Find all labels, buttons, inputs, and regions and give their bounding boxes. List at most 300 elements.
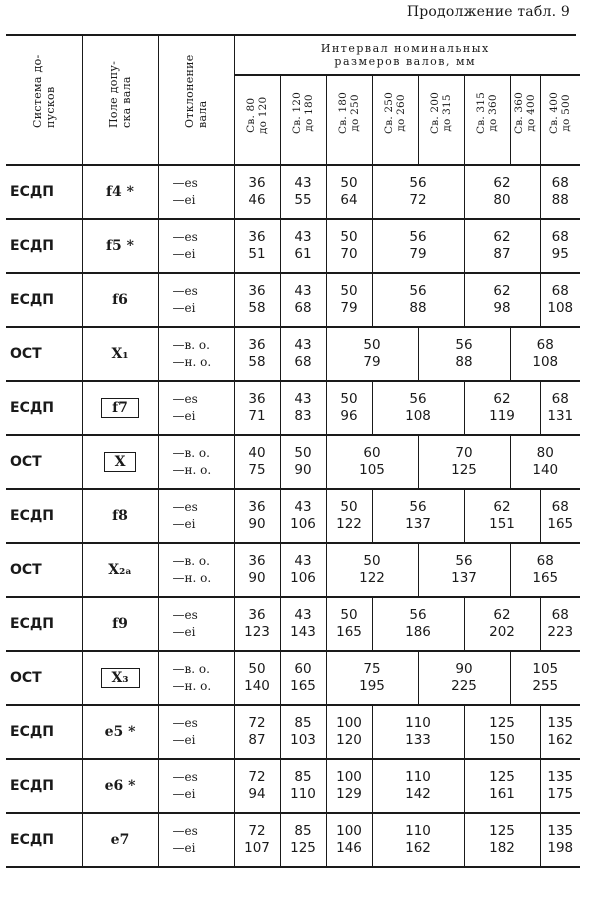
deviation-cell: —es —ei — [158, 381, 234, 435]
field-label: X₃ — [101, 668, 140, 688]
value-cell — [234, 651, 280, 705]
field-cell — [82, 165, 158, 219]
value-cell — [280, 759, 326, 813]
value-cell — [280, 651, 326, 705]
value-upper: 56 — [409, 499, 427, 515]
value-lower: 182 — [489, 840, 515, 856]
value-cell — [326, 759, 372, 813]
value-upper: 50 — [340, 283, 358, 299]
value-cell — [540, 597, 580, 651]
value-lower: 165 — [532, 570, 559, 586]
value-cell — [326, 705, 372, 759]
value-cell — [510, 435, 580, 489]
value-upper: 43 — [294, 337, 312, 353]
value-lower: 68 — [294, 300, 312, 316]
system-cell: ОСТ — [6, 435, 82, 489]
value-lower: 119 — [489, 408, 515, 424]
value-upper: 125 — [489, 715, 515, 731]
value-cell — [280, 597, 326, 651]
value-lower: 198 — [547, 840, 574, 856]
value-upper: 100 — [336, 715, 362, 731]
field-label: f5 * — [106, 238, 134, 254]
value-upper: 72 — [248, 769, 266, 785]
value-lower: 165 — [547, 516, 574, 532]
value-cell — [326, 381, 372, 435]
system-cell: ОСТ — [6, 327, 82, 381]
value-cell — [418, 435, 510, 489]
value-upper: 43 — [294, 499, 312, 515]
value-cell — [234, 381, 280, 435]
value-cell — [540, 219, 580, 273]
value-cell — [234, 759, 280, 813]
value-lower: 162 — [547, 732, 574, 748]
value-lower: 79 — [409, 246, 427, 262]
value-lower: 165 — [336, 624, 362, 640]
value-upper: 50 — [340, 607, 358, 623]
value-cell — [326, 327, 418, 381]
value-upper: 36 — [248, 553, 266, 569]
header-range — [280, 75, 326, 165]
value-lower: 72 — [409, 192, 427, 208]
value-cell — [464, 219, 540, 273]
system-cell: ЕСДП — [6, 165, 82, 219]
value-cell — [372, 705, 464, 759]
value-cell — [326, 813, 372, 867]
value-upper: 70 — [455, 445, 473, 461]
system-cell: ОСТ — [6, 651, 82, 705]
field-label: f9 — [112, 616, 128, 632]
value-upper: 36 — [248, 391, 266, 407]
deviation-cell: —es —ei — [158, 273, 234, 327]
value-cell — [464, 813, 540, 867]
header-range-label: Св. 360 до 400 — [513, 91, 537, 134]
value-lower: 161 — [489, 786, 515, 802]
value-lower: 122 — [336, 516, 362, 532]
value-upper: 62 — [493, 229, 511, 245]
value-cell — [234, 489, 280, 543]
value-cell — [234, 435, 280, 489]
value-upper: 110 — [405, 769, 431, 785]
field-cell — [82, 651, 158, 705]
value-lower: 51 — [248, 246, 266, 262]
value-lower: 55 — [294, 192, 312, 208]
value-lower: 70 — [340, 246, 358, 262]
value-upper: 135 — [547, 823, 574, 839]
value-cell — [234, 543, 280, 597]
deviation-cell: —в. о. —н. о. — [158, 435, 234, 489]
value-lower: 61 — [294, 246, 312, 262]
value-lower: 151 — [489, 516, 515, 532]
value-lower: 140 — [532, 462, 559, 478]
value-cell — [464, 705, 540, 759]
value-cell — [464, 597, 540, 651]
header-range — [418, 75, 464, 165]
value-upper: 50 — [340, 175, 358, 191]
value-cell — [234, 705, 280, 759]
system-cell: ЕСДП — [6, 489, 82, 543]
value-cell — [234, 327, 280, 381]
value-lower: 255 — [532, 678, 559, 694]
value-upper: 56 — [409, 607, 427, 623]
value-upper: 62 — [493, 607, 511, 623]
value-cell — [418, 651, 510, 705]
value-cell — [326, 273, 372, 327]
value-upper: 50 — [363, 337, 381, 353]
value-lower: 123 — [244, 624, 270, 640]
value-lower: 105 — [359, 462, 385, 478]
value-cell — [372, 165, 464, 219]
value-cell — [464, 489, 540, 543]
system-cell: ЕСДП — [6, 273, 82, 327]
header-range — [510, 75, 540, 165]
value-cell — [418, 543, 510, 597]
value-lower: 108 — [405, 408, 431, 424]
table-body — [6, 165, 580, 867]
value-upper: 56 — [455, 553, 473, 569]
value-cell — [234, 273, 280, 327]
value-lower: 195 — [359, 678, 385, 694]
value-cell — [540, 381, 580, 435]
value-upper: 62 — [493, 283, 511, 299]
value-lower: 58 — [248, 354, 266, 370]
header-interval — [234, 35, 576, 75]
field-cell — [82, 489, 158, 543]
value-lower: 223 — [547, 624, 574, 640]
value-lower: 96 — [340, 408, 358, 424]
value-cell — [280, 705, 326, 759]
value-lower: 106 — [290, 516, 316, 532]
value-lower: 107 — [244, 840, 270, 856]
value-upper: 36 — [248, 229, 266, 245]
value-lower: 186 — [405, 624, 431, 640]
table-row — [6, 543, 580, 597]
value-lower: 142 — [405, 786, 431, 802]
value-cell — [280, 219, 326, 273]
value-upper: 36 — [248, 175, 266, 191]
value-cell — [540, 489, 580, 543]
value-upper: 110 — [405, 823, 431, 839]
value-upper: 56 — [409, 391, 427, 407]
value-cell — [540, 273, 580, 327]
value-cell — [326, 543, 418, 597]
deviation-cell: —es —ei — [158, 489, 234, 543]
value-cell — [510, 327, 580, 381]
system-cell: ЕСДП — [6, 813, 82, 867]
value-upper: 43 — [294, 229, 312, 245]
value-cell — [280, 327, 326, 381]
header-range — [464, 75, 510, 165]
value-upper: 135 — [547, 769, 574, 785]
header-range — [372, 75, 418, 165]
value-upper: 50 — [340, 499, 358, 515]
value-upper: 68 — [551, 229, 569, 245]
value-upper: 56 — [455, 337, 473, 353]
system-cell: ЕСДП — [6, 705, 82, 759]
table-caption: Продолжение табл. 9 — [406, 4, 570, 20]
deviation-cell: —es —ei — [158, 705, 234, 759]
deviation-cell: —es —ei — [158, 219, 234, 273]
value-cell — [280, 381, 326, 435]
tolerance-table — [6, 34, 580, 868]
value-lower: 125 — [290, 840, 316, 856]
value-upper: 68 — [536, 553, 554, 569]
value-cell — [540, 705, 580, 759]
system-cell: ЕСДП — [6, 219, 82, 273]
value-upper: 36 — [248, 499, 266, 515]
value-lower: 80 — [493, 192, 511, 208]
field-label: X₁ — [111, 346, 129, 362]
value-upper: 68 — [551, 607, 569, 623]
value-lower: 106 — [290, 570, 316, 586]
field-cell — [82, 273, 158, 327]
value-cell — [372, 759, 464, 813]
deviation-cell: —es —ei — [158, 813, 234, 867]
value-lower: 165 — [290, 678, 316, 694]
value-lower: 122 — [359, 570, 385, 586]
value-upper: 85 — [294, 823, 312, 839]
field-cell — [82, 597, 158, 651]
deviation-cell: —в. о. —н. о. — [158, 543, 234, 597]
value-lower: 75 — [248, 462, 266, 478]
field-label: f7 — [101, 398, 139, 418]
field-cell — [82, 813, 158, 867]
header-range-label: Св. 180 до 250 — [337, 91, 361, 134]
table-row — [6, 381, 580, 435]
header-field-label: Поле допу- ска вала — [107, 60, 133, 128]
value-upper: 72 — [248, 823, 266, 839]
value-upper: 43 — [294, 553, 312, 569]
field-label: e5 * — [104, 724, 136, 740]
table-row — [6, 597, 580, 651]
value-upper: 43 — [294, 391, 312, 407]
value-upper: 72 — [248, 715, 266, 731]
value-upper: 36 — [248, 337, 266, 353]
value-upper: 60 — [363, 445, 381, 461]
deviation-cell: —es —ei — [158, 759, 234, 813]
field-label: X — [104, 452, 137, 472]
value-lower: 90 — [248, 570, 266, 586]
value-lower: 95 — [551, 246, 569, 262]
field-cell — [82, 219, 158, 273]
table-row — [6, 705, 580, 759]
header-range-label: Св. 200 до 315 — [429, 91, 453, 134]
value-upper: 68 — [536, 337, 554, 353]
value-lower: 88 — [409, 300, 427, 316]
value-lower: 94 — [248, 786, 266, 802]
value-cell — [280, 543, 326, 597]
value-upper: 43 — [294, 607, 312, 623]
value-cell — [510, 651, 580, 705]
table-row — [6, 435, 580, 489]
table-header — [6, 35, 580, 165]
value-lower: 58 — [248, 300, 266, 316]
deviation-cell: —в. о. —н. о. — [158, 651, 234, 705]
value-lower: 162 — [405, 840, 431, 856]
value-upper: 100 — [336, 823, 362, 839]
value-upper: 68 — [551, 175, 569, 191]
value-upper: 125 — [489, 769, 515, 785]
field-label: e6 * — [104, 778, 136, 794]
value-upper: 36 — [248, 283, 266, 299]
value-upper: 50 — [340, 391, 358, 407]
field-label: f4 * — [106, 184, 134, 200]
value-lower: 137 — [405, 516, 431, 532]
deviation-cell: —es —ei — [158, 165, 234, 219]
value-cell — [234, 813, 280, 867]
header-deviation — [158, 35, 234, 165]
value-lower: 83 — [294, 408, 312, 424]
field-cell — [82, 705, 158, 759]
header-range — [326, 75, 372, 165]
value-cell — [372, 489, 464, 543]
value-upper: 90 — [455, 661, 473, 677]
header-range — [234, 75, 280, 165]
value-lower: 150 — [489, 732, 515, 748]
header-range-label: Св. 80 до 120 — [245, 96, 269, 134]
field-cell — [82, 435, 158, 489]
value-upper: 62 — [493, 499, 511, 515]
value-lower: 140 — [244, 678, 270, 694]
value-cell — [234, 597, 280, 651]
value-lower: 120 — [336, 732, 362, 748]
value-cell — [326, 651, 418, 705]
value-lower: 108 — [547, 300, 574, 316]
value-cell — [464, 381, 540, 435]
deviation-cell: —es —ei — [158, 597, 234, 651]
value-upper: 56 — [409, 229, 427, 245]
header-system-label: Система до- пусков — [30, 54, 57, 128]
header-range-label: Св. 315 до 360 — [475, 91, 499, 134]
value-upper: 50 — [294, 445, 312, 461]
table-row — [6, 273, 580, 327]
value-lower: 71 — [248, 408, 266, 424]
value-cell — [540, 759, 580, 813]
value-upper: 110 — [405, 715, 431, 731]
table-row — [6, 759, 580, 813]
system-cell: ЕСДП — [6, 597, 82, 651]
value-cell — [234, 165, 280, 219]
header-interval-label: Интервал номинальных размеров валов, мм — [320, 42, 490, 68]
value-lower: 90 — [294, 462, 312, 478]
value-cell — [326, 597, 372, 651]
value-cell — [464, 165, 540, 219]
value-upper: 75 — [363, 661, 381, 677]
value-upper: 43 — [294, 175, 312, 191]
value-lower: 87 — [248, 732, 266, 748]
value-cell — [280, 489, 326, 543]
value-upper: 62 — [493, 391, 511, 407]
value-cell — [372, 381, 464, 435]
value-upper: 135 — [547, 715, 574, 731]
field-cell — [82, 381, 158, 435]
value-upper: 68 — [551, 391, 569, 407]
table-row — [6, 219, 580, 273]
value-cell — [372, 597, 464, 651]
field-label: f8 — [112, 508, 128, 524]
header-range — [540, 75, 580, 165]
header-range-label: Св. 120 до 180 — [291, 91, 315, 134]
value-cell — [326, 489, 372, 543]
value-upper: 100 — [336, 769, 362, 785]
value-cell — [464, 759, 540, 813]
header-system — [6, 35, 82, 165]
value-lower: 90 — [248, 516, 266, 532]
value-upper: 43 — [294, 283, 312, 299]
field-cell — [82, 327, 158, 381]
system-cell: ЕСДП — [6, 381, 82, 435]
header-deviation-label: Отклонение вала — [183, 54, 209, 128]
value-upper: 60 — [294, 661, 312, 677]
value-lower: 137 — [451, 570, 477, 586]
value-cell — [510, 543, 580, 597]
value-upper: 105 — [532, 661, 559, 677]
value-lower: 64 — [340, 192, 358, 208]
value-lower: 143 — [290, 624, 316, 640]
table-row — [6, 651, 580, 705]
deviation-cell: —в. о. —н. о. — [158, 327, 234, 381]
field-label: X₂ₐ — [108, 562, 132, 578]
value-upper: 40 — [248, 445, 266, 461]
value-cell — [326, 435, 418, 489]
value-upper: 56 — [409, 175, 427, 191]
value-lower: 202 — [489, 624, 515, 640]
value-upper: 125 — [489, 823, 515, 839]
value-lower: 225 — [451, 678, 477, 694]
value-upper: 62 — [493, 175, 511, 191]
value-lower: 79 — [363, 354, 381, 370]
header-range-label: Св. 250 до 260 — [383, 91, 407, 134]
value-lower: 46 — [248, 192, 266, 208]
table-row — [6, 813, 580, 867]
value-cell — [540, 813, 580, 867]
table-row — [6, 165, 580, 219]
field-cell — [82, 543, 158, 597]
value-lower: 110 — [290, 786, 316, 802]
value-cell — [326, 165, 372, 219]
value-upper: 50 — [340, 229, 358, 245]
table-row — [6, 327, 580, 381]
header-field — [82, 35, 158, 165]
value-lower: 88 — [551, 192, 569, 208]
value-upper: 50 — [363, 553, 381, 569]
value-cell — [280, 165, 326, 219]
value-lower: 88 — [455, 354, 473, 370]
table-row — [6, 489, 580, 543]
value-lower: 146 — [336, 840, 362, 856]
value-lower: 133 — [405, 732, 431, 748]
value-upper: 85 — [294, 715, 312, 731]
field-cell — [82, 759, 158, 813]
value-upper: 68 — [551, 283, 569, 299]
value-cell — [372, 813, 464, 867]
value-lower: 68 — [294, 354, 312, 370]
value-upper: 80 — [536, 445, 554, 461]
header-range-label: Св. 400 до 500 — [548, 91, 573, 134]
value-lower: 129 — [336, 786, 362, 802]
value-lower: 79 — [340, 300, 358, 316]
value-cell — [234, 219, 280, 273]
value-lower: 175 — [547, 786, 574, 802]
value-upper: 85 — [294, 769, 312, 785]
field-label: e7 — [110, 832, 130, 848]
value-cell — [280, 273, 326, 327]
value-cell — [372, 219, 464, 273]
system-cell: ЕСДП — [6, 759, 82, 813]
value-lower: 131 — [547, 408, 574, 424]
value-upper: 68 — [551, 499, 569, 515]
value-lower: 103 — [290, 732, 316, 748]
field-label: f6 — [112, 292, 128, 308]
